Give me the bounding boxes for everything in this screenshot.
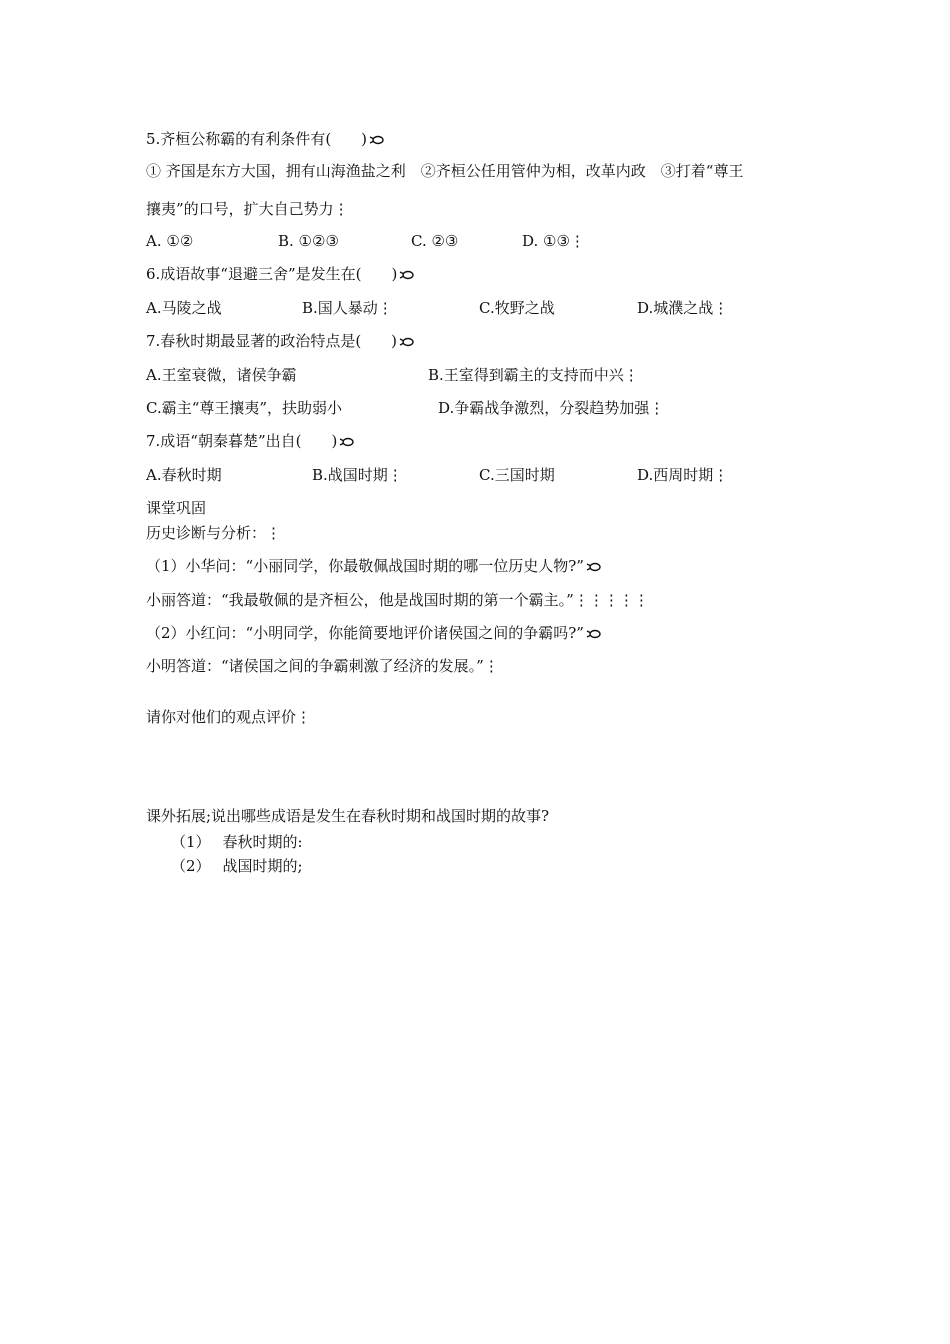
q5-option-d: D. ①③⋮ (522, 232, 585, 250)
question-5-stem: 5.齐桓公称霸的有利条件有( ) (146, 129, 385, 149)
q7a-option-a: A.王室衰微，诸侯争霸 (146, 366, 297, 384)
mouse-mark-icon (369, 135, 385, 145)
q7b-option-a: A.春秋时期 (146, 466, 222, 484)
dialogue-line-4: 小明答道：“诸侯国之间的争霸刺激了经济的发展。”⋮ (146, 657, 499, 675)
q7a-option-c: C.霸主“尊王攘夷”，扶助弱小 (146, 399, 343, 417)
q5-option-c: C. ②③ (411, 232, 459, 250)
q6-option-c: C.牧野之战 (479, 299, 555, 317)
q6-option-d: D.城濮之战⋮ (637, 299, 729, 317)
q6-option-a: A.马陵之战 (146, 299, 222, 317)
q7b-option-b: B.战国时期⋮ (312, 466, 403, 484)
q5-option-b: B. ①②③ (278, 232, 339, 250)
evaluation-prompt: 请你对他们的观点评价⋮ (146, 708, 312, 726)
mouse-mark-icon (399, 337, 415, 347)
question-5-line-1: ① 齐国是东方大国，拥有山海渔盐之利 ②齐桓公任用管仲为相，改革内政 ③打着“尊王 (146, 162, 744, 180)
mouse-mark-icon (586, 562, 602, 572)
mouse-mark-icon (399, 270, 415, 280)
q7b-option-d: D.西周时期⋮ (637, 466, 729, 484)
dialogue-line-2: 小丽答道：“我最敬佩的是齐桓公，他是战国时期的第一个霸主。”⋮⋮⋮⋮⋮ (146, 591, 649, 609)
extension-heading: 课外拓展;说出哪些成语是发生在春秋时期和战国时期的故事? (146, 807, 550, 825)
mouse-mark-icon (586, 629, 602, 639)
dialogue-line-1: （1）小华问：“小丽同学，你最敬佩战国时期的哪一位历史人物?” (146, 556, 602, 576)
section-subheading-analysis: 历史诊断与分析：⋮ (146, 524, 282, 542)
q7a-option-d: D.争霸战争激烈，分裂趋势加强⋮ (438, 399, 665, 417)
extension-item-2: （2） 战国时期的; (171, 857, 303, 875)
question-7a-stem: 7.春秋时期最显著的政治特点是( ) (146, 331, 415, 351)
q7a-option-b: B.王室得到霸主的支持而中兴⋮ (428, 366, 639, 384)
dialogue-line-3: （2）小红问：“小明同学，你能简要地评价诸侯国之间的争霸吗?” (146, 623, 602, 643)
q7b-option-c: C.三国时期 (479, 466, 555, 484)
q6-option-b: B.国人暴动⋮ (302, 299, 393, 317)
question-5-line-2: 攘夷”的口号，扩大自己势力⋮ (146, 200, 349, 218)
question-7b-stem: 7.成语“朝秦暮楚”出自( ) (146, 431, 355, 451)
section-heading-consolidation: 课堂巩固 (146, 499, 207, 517)
question-6-stem: 6.成语故事“退避三舍”是发生在( ) (146, 264, 415, 284)
mouse-mark-icon (339, 437, 355, 447)
q5-option-a: A. ①② (146, 232, 194, 250)
extension-item-1: （1） 春秋时期的: (171, 833, 303, 851)
